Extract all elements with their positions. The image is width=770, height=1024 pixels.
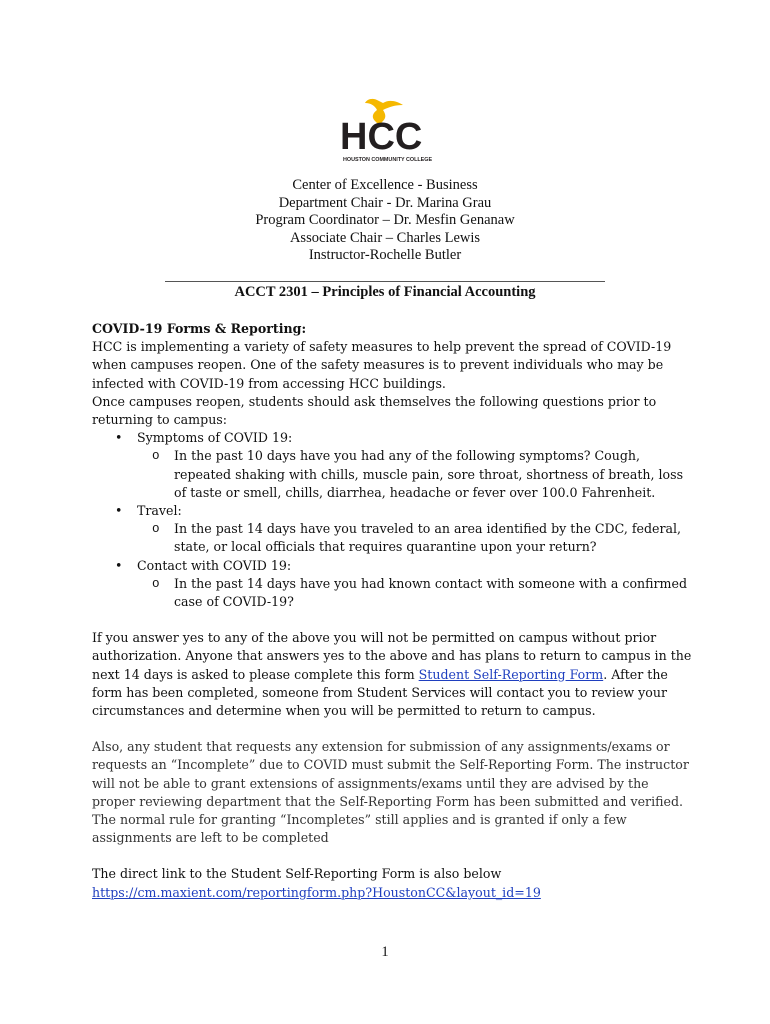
list-item bbox=[92, 429, 692, 502]
course-title: ACCT 2301 – Principles of Financial Accounting bbox=[234, 284, 536, 300]
header-line: Department Chair - Dr. Marina Grau bbox=[278, 194, 492, 211]
list-item bbox=[92, 557, 692, 612]
intro-paragraph: HCC is implementing a variety of safety measures to help prevent the spread of COVID-19 when campuses reopen. One of the safety measures is to prevent individuals who may be infected with COVID-19 from accessing HCC buildings. bbox=[92, 339, 672, 391]
department-header bbox=[0, 177, 770, 265]
header-line: Associate Chair – Charles Lewis bbox=[289, 229, 481, 246]
question-detail: o In the past 10 days have you had any of the following symptoms? Cough, repeated shaking with chills, muscle pain, sore throat, shortness of breath, loss of taste or smell, chills, diarrhea, headache or fever over 100.0 Fahrenheit. bbox=[137, 447, 692, 502]
hcc-logo bbox=[337, 95, 437, 165]
question-label: Contact with COVID 19: bbox=[137, 557, 292, 573]
svg-text:HCC: HCC bbox=[340, 116, 423, 158]
section-heading: COVID-19 Forms & Reporting: bbox=[92, 321, 307, 336]
direct-form-url-link[interactable]: https://cm.maxient.com/reportingform.php?HoustonCC&layout_id=19 bbox=[92, 884, 541, 900]
question-detail: o In the past 14 days have you had known contact with someone with a confirmed case of COVID-19? bbox=[137, 575, 692, 611]
list-item bbox=[92, 502, 692, 557]
self-reporting-form-link[interactable]: Student Self-Reporting Form bbox=[418, 666, 604, 682]
svg-text:HOUSTON COMMUNITY COLLEGE: HOUSTON COMMUNITY COLLEGE bbox=[343, 157, 433, 163]
header-line: Instructor-Rochelle Butler bbox=[308, 247, 462, 263]
extension-paragraph: Also, any student that requests any extension for submission of any assignments/exams or requests an “Incomplete” due to COVID must submit the Self-Reporting Form. The instructor will not be able to grant extensions of assignments/exams until they are advised by the proper reviewing department that the Self-Reporting Form has been submitted and verified. The normal rule for granting “Incompletes” still applies and is granted if only a few assignments are left to be completed bbox=[92, 739, 689, 846]
header-line: Center of Excellence - Business bbox=[292, 177, 478, 193]
page-number: 1 bbox=[381, 944, 389, 960]
screening-questions-list bbox=[92, 429, 692, 611]
question-detail: o In the past 14 days have you traveled to an area identified by the CDC, federal, state, or local officials that requires quarantine upon your return? bbox=[137, 520, 692, 556]
question-label: Symptoms of COVID 19: bbox=[137, 430, 293, 446]
document-body bbox=[92, 320, 692, 902]
hcc-letters bbox=[340, 116, 422, 158]
divider-line bbox=[165, 281, 605, 282]
permission-paragraph: If you answer yes to any of the above you will not be permitted on campus without prior authorization. Anyone that answers yes to the above and has plans to return to campus in the next 14 days is asked to please complete this form Student Self-Reporting Form. After the form has been completed, someone from Student Services will contact you to review your circumstances and determine when you will be permitted to return to campus. bbox=[92, 630, 692, 719]
question-label: Travel: bbox=[137, 503, 182, 519]
intro-paragraph: Once campuses reopen, students should ask themselves the following questions prior to returning to campus: bbox=[92, 393, 657, 428]
direct-link-label: The direct link to the Student Self-Reporting Form is also below bbox=[92, 866, 502, 882]
header-line: Program Coordinator – Dr. Mesfin Genanaw bbox=[255, 212, 515, 228]
